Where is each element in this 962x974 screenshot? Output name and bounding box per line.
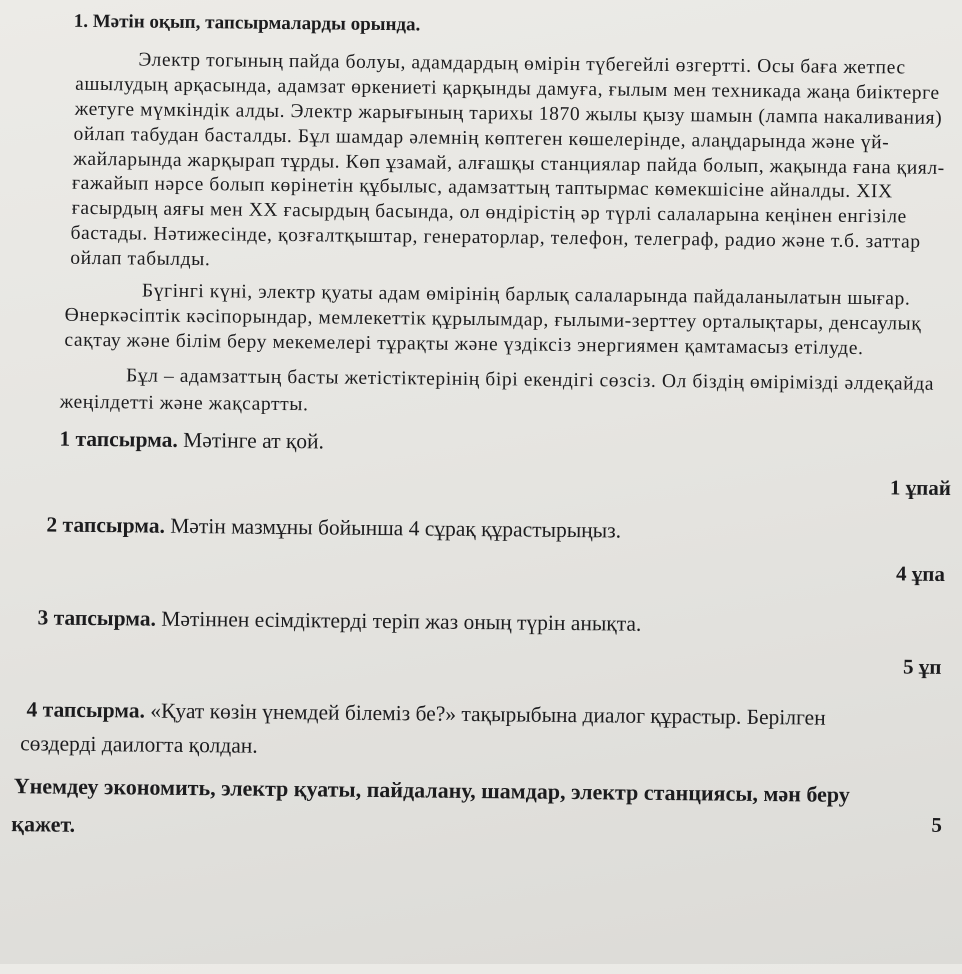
paragraph-line: Электр тогының пайда болуы, адамдардың өмірін түбегейлі өзгертті. Осы баға жетпес [138, 49, 906, 79]
paragraph-line: ойлап табылды. [70, 247, 211, 271]
paragraph-line: сақтау және білім беру мекемелері тұрақты және үздіксіз энергиямен қамтамасыз етілуде. [64, 329, 864, 360]
task-label: 1 тапсырма. [59, 426, 178, 452]
paragraph-line: жайларында жарқырап тұрды. Көп ұзамай, алғашқы станциялар пайда болып, жақында ғана қиял- [73, 148, 945, 179]
paragraph-line: ғажайып нәрсе болып көрінетін құбылыс, адамзаттың таптырмас көмекшісіне айналды. XIX [71, 172, 893, 203]
word-list-continued: қажет. [11, 811, 76, 837]
word-list: Үнемдеу экономить, электр қуаты, пайдалану, шамдар, электр станциясы, мән беру [13, 773, 850, 807]
task-text: «Қуат көзін үнемдей білеміз бе?» тақырыбына диалог құрастыр. Берілген [144, 698, 826, 730]
paragraph-line: Бұл – адамзаттың басты жетістіктерінің бірі екендігі сөзсіз. Ол біздің өмірімізді әлдеқайда [125, 365, 935, 395]
document-heading: 1. Мәтін оқып, тапсырмаларды орында. [73, 10, 421, 36]
paragraph-line: Бүгінгі күні, электр қуаты адам өмірінің барлық салаларында пайдаланылатын шығар. [141, 280, 911, 310]
task-text: Мәтін мазмұны бойынша 4 сұрақ құрастырыңыз. [164, 513, 622, 543]
task-label: 4 тапсырма. [26, 697, 146, 723]
task-text-continued: сөздерді даилогта қолдан. [20, 731, 258, 758]
task-4 [26, 697, 825, 730]
task-label: 3 тапсырма. [37, 605, 157, 631]
task-score: 5 ұп [902, 654, 942, 679]
task-score: 1 ұпай [889, 475, 952, 500]
task-3 [37, 605, 641, 636]
task-text: Мәтінге ат қой. [177, 427, 325, 454]
task-score: 4 ұпа [895, 561, 946, 586]
paragraph-line: ашылудың арқасында, адамзат өркениеті қарқынды дамуға, ғылым мен техникада жаңа биіктерге [75, 73, 940, 104]
paragraph-line: бастады. Нәтижесінде, қозғалтқыштар, генераторлар, телефон, телеграф, радио және т.б. заттар [70, 222, 921, 253]
task-text: Мәтіннен есімдіктерді теріп жаз оның түрін анықта. [155, 606, 642, 636]
paragraph-line: ғасырдың аяғы мен XX ғасырдың басында, ол өндірістің әр түрлі салаларына кеңінен енгізіле [71, 197, 907, 228]
task-2 [46, 513, 621, 544]
task-1 [59, 427, 324, 455]
task-label: 2 тапсырма. [46, 512, 166, 538]
paragraph-line: Өнеркәсіптік кәсіпорындар, мемлекеттік құрылымдар, ғылыми-зерттеу орталықтары, денсаулық [64, 304, 922, 335]
paragraph-line: жетуге мүмкіндік алды. Электр жарығының тарихы 1870 жылы қызу шамын (лампа накаливания) [74, 98, 943, 129]
paragraph-line: жеңілдетті және жақсартты. [59, 391, 309, 416]
paragraph-line: ойлап табудан басталды. Бұл шамдар әлемнің көптеген көшелерінде, алаңдарында және үй- [73, 123, 890, 154]
task-score: 5 [931, 812, 943, 837]
